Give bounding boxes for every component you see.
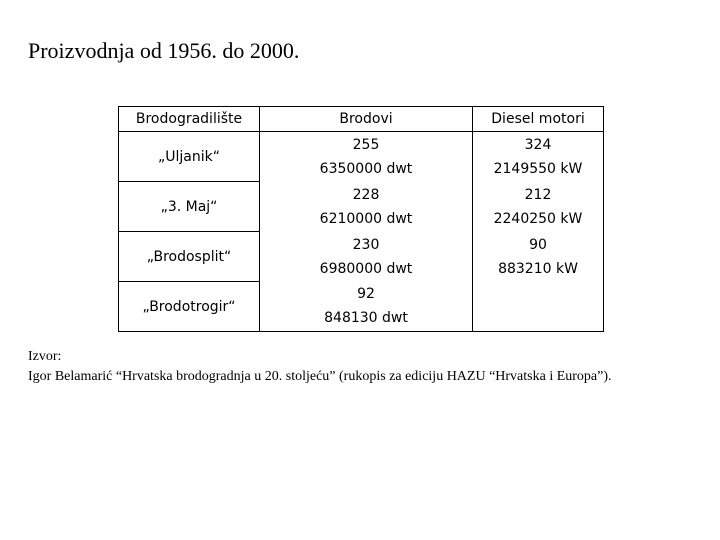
engines-kw: 883210 kW (498, 260, 578, 277)
table-row (119, 132, 604, 182)
engines-count: 212 (524, 186, 552, 203)
engines-kw: 2149550 kW (493, 160, 583, 177)
header-shipyard: Brodogradilište (119, 107, 260, 132)
shipyard-name: „Uljanik“ (119, 132, 260, 182)
ships-count: 255 (352, 136, 380, 153)
ships-dwt: 848130 dwt (324, 310, 408, 327)
ships-count: 228 (352, 186, 380, 203)
engines-cell (473, 132, 604, 182)
shipyard-name: „Brodotrogir“ (119, 282, 260, 332)
ships-cell (260, 232, 473, 282)
ships-cell (260, 282, 473, 332)
engines-count: 90 (529, 236, 547, 253)
page-title: Proizvodnja od 1956. do 2000. (28, 38, 300, 63)
ships-cell (260, 182, 473, 232)
source-citation: Igor Belamarić “Hrvatska brodogradnja u 20. stoljeću” (rukopis za ediciju HAZU “Hrvatska i Europa”). (28, 369, 612, 384)
source-label: Izvor: (28, 349, 62, 364)
source-note (28, 347, 612, 387)
ships-count: 230 (352, 236, 380, 253)
table-row (119, 232, 604, 282)
table-row (119, 182, 604, 232)
engines-cell (473, 232, 604, 282)
ships-dwt: 6350000 dwt (319, 160, 413, 177)
ships-count: 92 (357, 286, 375, 303)
table-header-row (119, 107, 604, 132)
ships-dwt: 6210000 dwt (319, 210, 413, 227)
table-row (119, 282, 604, 332)
engines-cell (473, 182, 604, 232)
shipyard-name: „Brodosplit“ (119, 232, 260, 282)
production-table (118, 106, 604, 332)
ships-dwt: 6980000 dwt (319, 260, 413, 277)
ships-cell (260, 132, 473, 182)
engines-cell (473, 282, 604, 332)
header-diesel-engines: Diesel motori (473, 107, 604, 132)
engines-kw: 2240250 kW (493, 210, 583, 227)
shipyard-name: „3. Maj“ (119, 182, 260, 232)
engines-count: 324 (524, 136, 552, 153)
header-ships: Brodovi (260, 107, 473, 132)
